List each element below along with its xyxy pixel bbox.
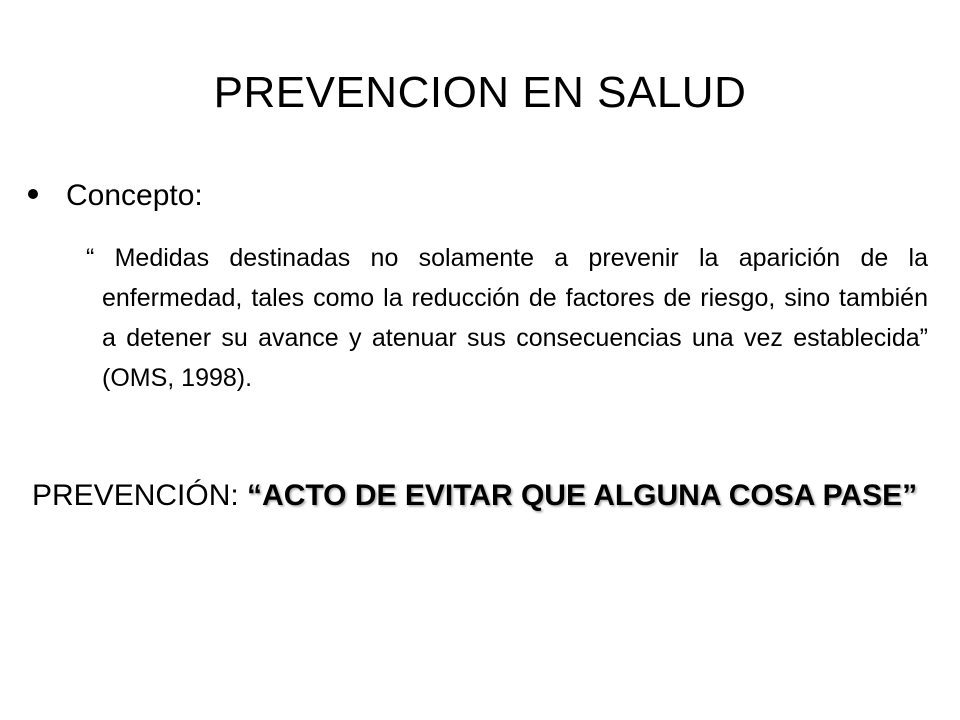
bullet-item [28,176,928,226]
bullet-dot-icon [28,189,38,199]
definition-label: PREVENCIÓN: [32,479,248,512]
concept-quote: “ Medidas destinadas no solamente a prevenir la aparición de la enfermedad, tales como la reducción de factores de riesgo, sino también a detener su avance y atenuar sus consecuencias una vez establecida” (OMS, 1998). [86,244,928,392]
bullet-label: Concepto: [66,179,203,212]
definition-value: “ACTO DE EVITAR QUE ALGUNA COSA PASE” [247,479,918,512]
prevention-definition [32,473,926,519]
slide-title: PREVENCION EN SALUD [213,68,747,117]
